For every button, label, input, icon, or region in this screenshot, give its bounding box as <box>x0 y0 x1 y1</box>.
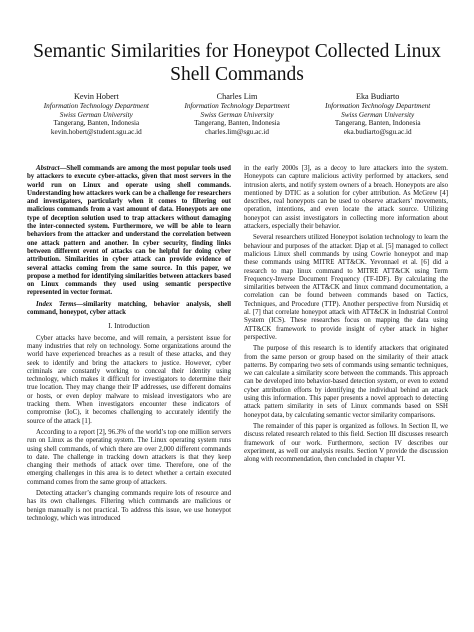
author-dept: Information Technology Department <box>325 102 431 110</box>
author-email: charles.lim@sgu.ac.id <box>205 127 269 136</box>
author-org: Swiss German University <box>200 110 274 119</box>
abstract-paragraph <box>27 165 231 298</box>
body-paragraph: in the early 2000s [3], as a decoy to lure attackers into the system. Honeypots can capture malicious activity performed by attackers, send intrusion alerts, and notify system owners of a breach. Honeypots are also mentioned by DTIC as a solution for cyber attribution. As McGrew [4] describes, real honeypots can be used to observe attackers’ movements, operation, intentions, and even locate the attack source. Utilizing honeypot can assist investigators in collecting more information about attackers, especially their behavior. <box>244 165 448 231</box>
section-heading: I. Introduction <box>108 322 150 331</box>
author-org: Swiss German University <box>59 110 133 119</box>
author-city: Tangerang, Banten, Indonesia <box>334 119 421 128</box>
author-email: eka.budiarto@sgu.ac.id <box>343 127 412 136</box>
author-email: kevin.hobert@student.sgu.ac.id <box>50 127 142 136</box>
author-2 <box>167 92 308 136</box>
intro-paragraph: According to a report [2], 96.3% of the world’s top one million servers run on Linux as the operating system. The Linux operating system runs using shell commands, of which there are over 2,000 different commands to date. The challenge in tracking down attackers is that they keep changing their methods of attack over time. Therefore, one of the emerging challenges in this area is to detect whether a certain executed command comes from the same group of attackers. <box>27 428 231 486</box>
author-city: Tangerang, Banten, Indonesia <box>53 119 140 128</box>
body-paragraph: The purpose of this research is to identify attackers that originated from the same person or group based on the similarity of their attack patterns. By comparing two sets of commands using semantic techniques, we can calculate a similarity score between the commands. This approach can be developed into behavior-based detection system, or even to extend cyber attribution efforts by identifying the individual behind an attack using this information. This paper presents a novel approach to detecting attack pattern similarity in sets of Linux commands based on SSH honeypot data, by calculating semantic vector similarity comparisons. <box>244 345 448 419</box>
author-dept: Information Technology Department <box>43 102 149 110</box>
keywords-label: Index Terms— <box>36 300 84 308</box>
paper-title: Semantic Similarities for Honeypot Collected Linux Shell Commands <box>33 41 441 85</box>
keywords-text: similarity matching, behavior analysis, shell command, honeypot, cyber attack <box>27 300 232 317</box>
body-paragraph: Several researchers utilized Honeypot isolation technology to learn the behaviour and purposes of the attacker. Djap et al. [5] managed to collect malicious Linux shell commands by using Cowrie honeypot and map these commands using MITRE ATT&CK. Yevonnael et al. [6] did a research to map linux command to MITRE ATT&CK using Term Frequency-Inverse Document Frequency (TF-IDF). By calculating the similarities between the ATT&CK and linux command documentation, a correlation can be found between commands based on Tactics, Techniques, and Procedure (TTP). Another perspective from Nursidiq et al. [7] that correlate honeypot attack with ATT&CK in Industrial Control System (ICS). These researches focus on mapping the data using ATT&CK framework to provide insight of cyber attack in higher perspective. <box>244 234 448 341</box>
author-name: Charles Lim <box>216 92 258 101</box>
left-column <box>27 165 231 526</box>
author-name: Kevin Hobert <box>73 92 119 101</box>
intro-paragraph: Cyber attacks have become, and will remain, a persistent issue for many industries that rely on technology. Some organizations around the world have experienced breaches as a result of these attacks, and they seek to identify and bring the attackers to justice. However, cyber criminals are constantly working to conceal their identity using technology, which makes it difficult for investigators to determine their true location. They may change their IP addresses, use different domains or hosts, or even deploy malware to mislead investigators who are tracking them. When investigators encounter these indicators of compromise (IoC), it becomes challenging to accurately identify the source of the attack [1]. <box>27 334 231 425</box>
abstract-label: Abstract— <box>36 165 67 172</box>
abstract-text: Shell commands are among the most popular tools used by attackers to execute cyber-attacks, given that most servers in the world run on Linux and operate using shell commands. Understanding how attackers work can be a challenge for researchers and investigators, particularly when it comes to filtering out malicious commands from a vast amount of data. Honeypots are one type of deception solution used to trap attackers without damaging the inter-connected system. Furthermore, we will be able to learn behaviors from the attacker and understand the correlation between one attack pattern and another. In cyber security, finding links between different event of attacks can be helpful for doing cyber attribution. Similarities in cyber attack can provide evidence of several attacks coming from the same source. In this paper, we propose a method for identifying similarities between attackers based on Linux commands they used using semantic perspective represented in vector format. <box>27 165 231 297</box>
author-city: Tangerang, Banten, Indonesia <box>194 119 280 128</box>
body-paragraph: The remainder of this paper is organized as follows. In Section II, we discuss related research related to this field. Section III discusses research framework of our work. Furthermore, section IV describes our experiment, as well our analysis results. Section V provide the discussion along with recommendation, then concluded in chapter VI. <box>244 422 448 464</box>
right-column <box>244 165 448 467</box>
author-block <box>26 92 448 136</box>
author-org: Swiss German University <box>341 110 415 119</box>
intro-paragraph: Detecting attacker’s changing commands require lots of resource and has its own challenges. Filtering which commands are malicious or benign manually is not practical. To address this issue, we use honeypot technology, which was introduced <box>27 489 231 522</box>
author-name: Eka Budiarto <box>355 92 400 101</box>
author-1 <box>26 92 167 136</box>
author-dept: Information Technology Department <box>184 102 290 110</box>
author-3 <box>307 92 448 136</box>
keywords-paragraph <box>27 301 231 318</box>
